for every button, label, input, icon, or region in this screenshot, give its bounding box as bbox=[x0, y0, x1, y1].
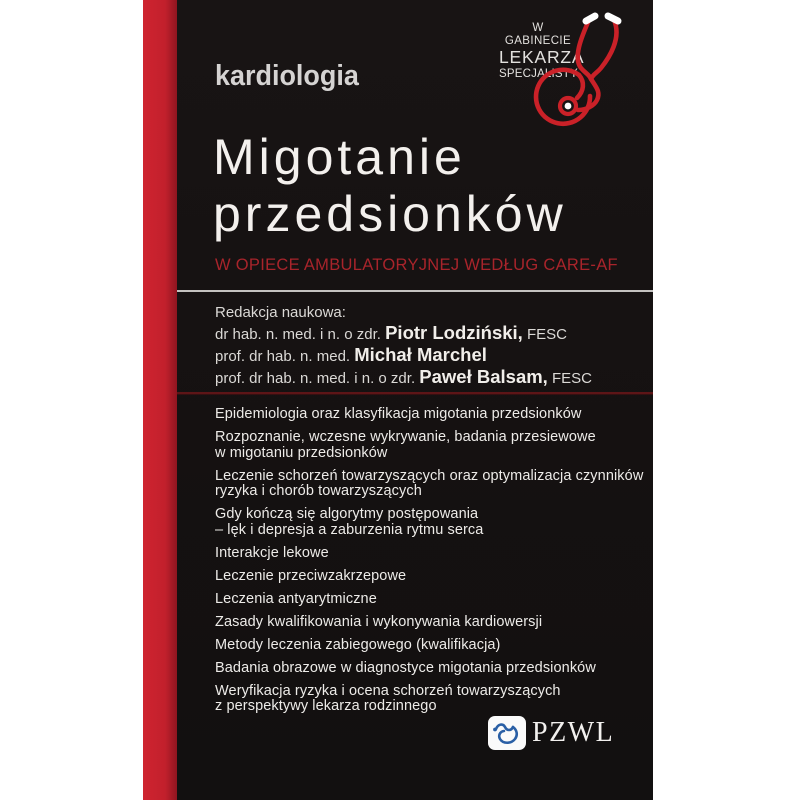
editor-title-suffix: FESC bbox=[547, 370, 593, 387]
stethoscope-icon bbox=[523, 4, 645, 134]
editor-entry bbox=[215, 323, 592, 345]
editor-degrees: prof. dr hab. n. med. i n. o zdr. bbox=[215, 370, 420, 387]
divider-bottom bbox=[177, 392, 653, 394]
editors-lines bbox=[215, 323, 592, 389]
topic-item: Leczenia antyarytmiczne bbox=[215, 590, 377, 607]
topic-item: Leczenie schorzeń towarzyszących oraz optymalizacja czynników ryzyka i chorób towarzyszących bbox=[215, 467, 644, 499]
topic-item: Zasady kwalifikowania i wykonywania kardiowersji bbox=[215, 613, 543, 630]
editor-degrees: dr hab. n. med. i n. o zdr. bbox=[215, 326, 386, 343]
editor-name: Piotr Lodziński, bbox=[385, 322, 523, 343]
topics-list bbox=[215, 407, 645, 722]
book-title bbox=[213, 129, 567, 243]
editors-section bbox=[215, 303, 592, 389]
book-cover bbox=[143, 0, 653, 800]
editor-title-suffix: FESC bbox=[522, 326, 568, 343]
topic-item: Weryfikacja ryzyka i ocena schorzeń towarzyszących z perspektywy lekarza rodzinnego bbox=[215, 682, 561, 714]
editors-heading: Redakcja naukowa: bbox=[215, 304, 346, 321]
series-label: kardiologia bbox=[215, 60, 359, 92]
snake-icon bbox=[488, 716, 526, 750]
topic-item: Leczenie przeciwzakrzepowe bbox=[215, 567, 407, 584]
divider-top bbox=[177, 290, 653, 292]
publisher-logo bbox=[488, 716, 526, 750]
publisher-name: PZWL bbox=[532, 717, 615, 748]
badge-line-2: LEKARZA bbox=[499, 47, 585, 67]
topic-item: Rozpoznanie, wczesne wykrywanie, badania przesiewowe w migotaniu przedsionków bbox=[215, 429, 596, 461]
badge-line-1: W GABINECIE bbox=[504, 22, 572, 47]
badge-line-3: SPECJALISTY bbox=[499, 68, 578, 80]
book-title-line-2: przedsionków bbox=[213, 186, 567, 242]
editor-name: Michał Marchel bbox=[354, 344, 487, 365]
book-title-line-1: Migotanie bbox=[213, 129, 466, 185]
topic-item: Badania obrazowe w diagnostyce migotania przedsionków bbox=[215, 659, 596, 676]
topic-item: Epidemiologia oraz klasyfikacja migotania przedsionków bbox=[215, 406, 582, 422]
book-spine bbox=[143, 0, 177, 800]
editor-entry bbox=[215, 345, 592, 367]
topic-item: Gdy kończą się algorytmy postępowania – lęk i depresja a zaburzenia rytmu serca bbox=[215, 506, 484, 538]
editor-name: Paweł Balsam, bbox=[419, 366, 548, 387]
topic-item: Interakcje lekowe bbox=[215, 544, 329, 561]
topic-item: Metody leczenia zabiegowego (kwalifikacja) bbox=[215, 636, 501, 653]
book-subtitle: W OPIECE AMBULATORYJNEJ WEDŁUG CARE-AF bbox=[215, 256, 618, 274]
editor-degrees: prof. dr hab. n. med. bbox=[215, 348, 355, 365]
editor-entry bbox=[215, 367, 592, 389]
